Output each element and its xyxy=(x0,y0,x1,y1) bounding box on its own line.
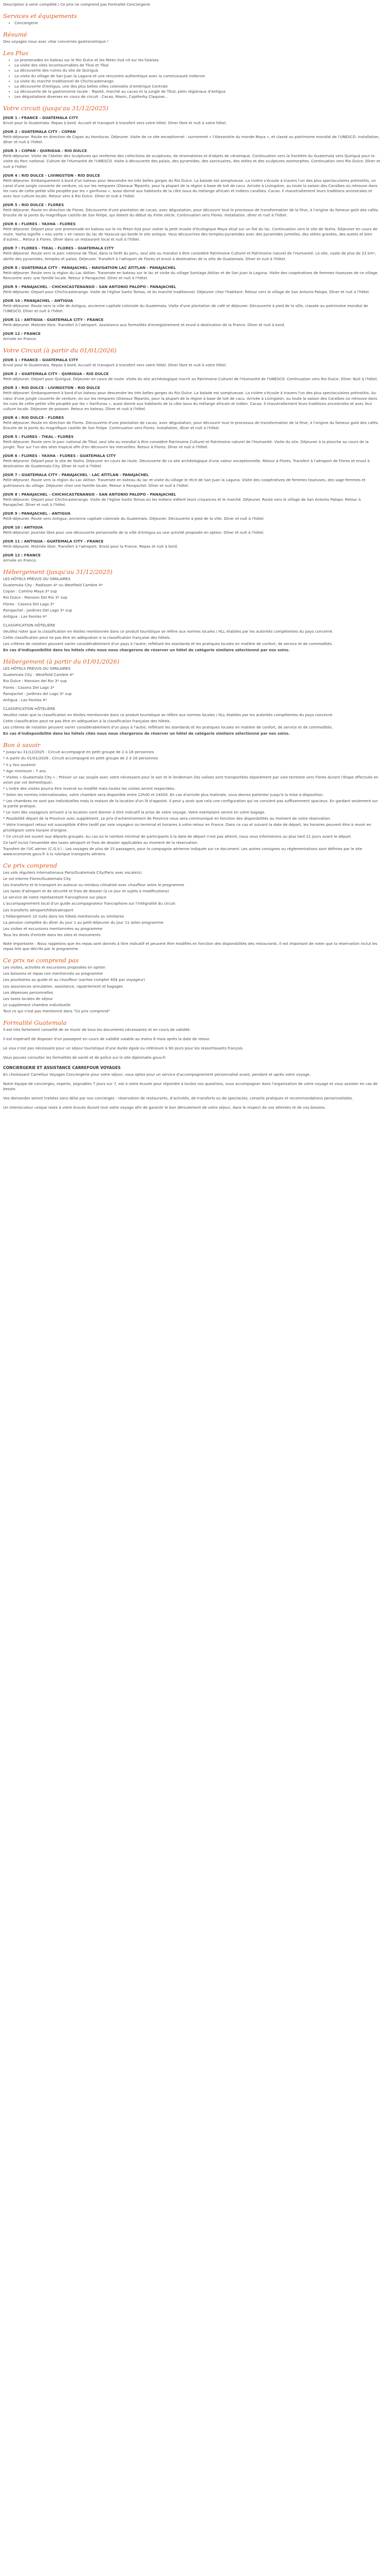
hebergement-2026-heading: Hébergement (à partir du 01/01/2026) xyxy=(3,658,120,666)
classification-text xyxy=(3,713,382,730)
day-description: Petit-déjeuner. Départ pour le site de Yaxha. Déjeuner en cours de route. Découverte de ce site archéologique d'une valeur exceptionnelle. Retour à Flores. Transfert à l'aéroport de Flores et envol à destination de Guatemala City. Dîner et nuit à l'hôtel. xyxy=(3,459,370,469)
text-line: Vos demandes seront traitées sans délai par nos concierges : réservation de restaurants, d'activités, de transferts ou de spectacles, conseils pratiques et recommandations personnalisées. xyxy=(3,1096,353,1101)
plus-section xyxy=(3,49,382,99)
text-line: * Ce circuit est ouvert aux départs groupés. Au cas où le nombre minimal de participants à la date de départ n'est pas atteint, nous vous informerons au plus tard 21 jours avant le départ. xyxy=(3,834,352,839)
day-description: Petit-déjeuner. Route vers le parc national de Tikal, dans la forêt du peru, seul site ou mondial à être considéré Patrimoine Culturel et Patrimoine naturel de l'Humanité. Le site, vaste de plus de 23 km², abrite des pyramides, temples et palais. Déjeuner. Transfert à l'aéroport de Flores et envol à destination de la ville de Guatemala. Dîner et nuit à l'hôtel. xyxy=(3,251,377,261)
text-line: Les visites et excursions mentionnées au programme xyxy=(3,926,103,931)
text-line: Panajachel : Jardines Del Lago 3* sup xyxy=(3,607,72,613)
text-line: Rio Dulce : Mansion Del Rio 3* sup xyxy=(3,595,68,600)
text-line: Les transferts aéroport/hôtel/aéroport xyxy=(3,907,74,912)
day-title: JOUR 1 : FRANCE - GUATEMALA CITY xyxy=(3,358,78,363)
day-description: Petit-déjeuner. Matinée libre. Transfert à l'aéroport. Envol pour la France. Repas et nuit à bord. xyxy=(3,544,178,549)
day-title: JOUR 5 : RIO DULCE - FLORES xyxy=(3,202,64,207)
day-title: JOUR 3 : COPAN - QUIRIGUA - RIO DULCE xyxy=(3,148,87,154)
day-description: Envol pour le Guatemala. Repas à bord. Accueil et transport à transfert vers votre hôtel. Dîner libre et nuit à votre hôtel. xyxy=(3,363,227,368)
prix-ne-comprend-heading: Ce prix ne comprend pas xyxy=(3,957,79,964)
day-title: JOUR 10 : PANAJACHEL - ANTIGUA xyxy=(3,298,73,303)
text-line: Les taxes d'aéroport et de sécurité et frais de dossier (à ce jour et sujets à modifications) xyxy=(3,889,169,894)
text-line: Le visa n'est pas nécessaire pour un séjour touristique d'une durée égale ou inférieure à 90 jours pour les ressortissants français. xyxy=(3,1046,244,1051)
bon-a-savoir-section xyxy=(3,741,382,857)
text-line: Il est impératif de disposer d'un passeport en cours de validité valable au moins 6 mois après la date de retour. xyxy=(3,1037,210,1042)
classification-title: CLASSIFICATION HÔTELIÈRE xyxy=(3,706,56,711)
plus-list xyxy=(3,58,382,99)
day-description: Petit-déjeuner. Départ pour Quiriguá. Déjeuner en cours de route. Visite du site archéologique inscrit au Patrimoine Culturel de l'Humanité de l'UNESCO. Continuation vers Rio Dulce. Dîner. Nuit à l'hôtel. xyxy=(3,377,378,382)
hotels-list xyxy=(3,672,382,702)
text-line: Copan : Camino Maya 3* sup xyxy=(3,589,57,594)
day-title: JOUR 4 : RIO DULCE - FLORES xyxy=(3,415,64,420)
formalite-text xyxy=(3,1027,382,1060)
services-list xyxy=(3,21,382,26)
day-description: Arrivée en France. xyxy=(3,336,37,342)
day-description: Arrivée en France. xyxy=(3,558,37,563)
list-item: • Conciergerie xyxy=(14,21,382,26)
text-line: L'accompagnement local d'un guide accompagnateur francophone sur l'intégralité du circuit xyxy=(3,901,175,906)
day-title: JOUR 2 : GUATEMALA CITY - COPAN xyxy=(3,129,76,134)
day-description: Petit-déjeuner. Départ pour Chichicastenango. Visite de l'église Santo Tomas, et du marché traditionnel. Déjeuner chez l'habitant. Retour vers le village de San Antonio Palopo. Dîner et nuit à l'hôtel. xyxy=(3,289,370,294)
hebergement-2025-heading: Hébergement (jusqu'au 31/12/2025) xyxy=(3,568,113,576)
text-line: Les boissons et repas non mentionnés au programme xyxy=(3,971,103,976)
text-line: Tous les droits d'entrée dans les sites et monuments xyxy=(3,932,101,937)
prix-ne-comprend-list xyxy=(3,965,382,1014)
text-line: * Les chambres ne sont pas individuelles mais la maison de la location d'un lit d'appoint. Il peut y avoir que cela une configuration qui ne convient pas suffisamment spacieux. En gardant seulement sur la partie pratique. xyxy=(3,799,378,809)
formalite-heading: Formalité Guatemala xyxy=(3,1019,67,1026)
day-title: JOUR 6 : FLORES - YAXHA - FLORES xyxy=(3,222,76,227)
list-item: • La visite des sites incontournables de Tikal et Tikal xyxy=(14,63,382,68)
classification-text xyxy=(3,629,382,647)
bon-a-savoir-text xyxy=(3,750,382,857)
day-title: JOUR 3 : RIO DULCE - LIVINGSTON - RIO DULCE xyxy=(3,385,100,391)
classification-title: CLASSIFICATION HÔTELIÈRE xyxy=(3,622,56,628)
text-line: Le service de notre représentant francophone sur place xyxy=(3,895,107,900)
day-description: Petit-déjeuner. Route vers la région du Lac Atitlan. Traversée en bateau sur le lac et visite du village Santiago Atitlan et de San Juan la Laguna. Visite des coopératives de femmes tisseuses de ce village. Rencontre avec une famille locale. Retour à Panajachel. Dîner et nuit à l'hôtel. xyxy=(3,270,379,280)
text-line: La pension complète du dîner du jour 1 au petit-déjeuner du jour 11 selon programme xyxy=(3,920,164,925)
text-line: Vous pouvez consulter les formalités de santé et de police sur le site diplomatie.gouv.fr. xyxy=(3,1055,167,1060)
day-description: Petit-déjeuner. Matinée libre. Transfert à l'aéroport. Assistance aux formalités d'enregistrement et envol à destination de la France. Dîner et nuit à bord. xyxy=(3,323,285,328)
day-title: JOUR 2 : GUATEMALA CITY - QUIRIGUA - RIO DULCE xyxy=(3,371,109,377)
day-title: JOUR 5 : FLORES - TIKAL - FLORES xyxy=(3,434,74,439)
list-item: • Le promenades en bateau sur le Rio Dulce et les Peten Itzá vit sur les falaises xyxy=(14,58,382,63)
text-line: * Selon les normes internationales, votre chambre sera disponible entre 12h00 et 14h00. En cas d'arrivée plus matinale, vous devrez patienter jusqu'à la mise à disposition. xyxy=(3,792,324,797)
bon-a-savoir-heading: Bon à savoir xyxy=(3,741,41,749)
day-title: JOUR 7 : GUATEMALA CITY - PANAJACHEL - LAC ATITLAN - PANAJACHEL xyxy=(3,472,149,478)
day-description: Petit-déjeuner. Route vers le parc national de Tikal, seul site au mondial à être considéré Patrimoine Culturel et Patrimoine naturel de l'Humanité. Visite du site. Déjeuner à la planche au cours de la jungle. Tour sur l'un des sites tropical afin d'en découvrir les merveilles. Retour à Flores. Dîner et nuit à l'hôtel. xyxy=(3,439,369,450)
day-title: JOUR 6 : FLORES - YAXHA - FLORES - GUATEMALA CITY xyxy=(3,453,116,459)
text-line: Les critères de notation peuvent varier considérablement d'un pays à l'autre, reflétant les standards et les pratiques locales en matière de confort, de service et de commodités. xyxy=(3,725,333,730)
program-2026-heading: Votre Circuit (à partir du 01/01/2026) xyxy=(3,347,117,354)
text-line: Les vols réguliers internationaux Paris/Guatemala City/Paris avec escale(s) xyxy=(3,870,142,875)
day-title: JOUR 9 : PANAJACHEL - ANTIGUA xyxy=(3,511,71,516)
prix-comprend-section xyxy=(3,862,382,952)
day-description: Petit-déjeuner. Route vers la région du Lac Atitlan. Traversée en bateau du lac et visite du village le récit de San Juan la Laguna. Visite des coopératives de femmes tisseuses, des sage-femmes et guérisseurs du village. Déjeuner chez une famille locale. Retour à Panajachel. Dîner et nuit à l'hôtel. xyxy=(3,478,366,488)
day-description: Petit-déjeuner. Embarquement à bord d'un bateau pour descendre les très belles gorges du Rio Dulce. La balade est somptueuse. La rivière s'écoule à travers l'un des plus spectaculaires préinstitis, un canal d'une jungle couverte de verdure, où sur les rempares (Oiseaux Tépantis, pour la plupart de la région à base de toit de cacu. Arrivée à Livingston, au toute la saison des Caraïbes où retrouve dans les rues de cette petite ville peuplée par les « garifunas », aussi donné aux habitants de la côte issus du mélange africain et indiens caraïbes. Cacao. Il mauvtraitement leurs traditions ancestrales et avec leur culture locale. Retour vers à Rio Dulce. Dîner et nuit à l'hôtel. xyxy=(3,178,378,198)
program-2026-section xyxy=(3,347,382,563)
hebergement-2026-section xyxy=(3,658,382,736)
text-line: * Age minimum : 7 ans xyxy=(3,768,46,773)
day-title: JOUR 7 : FLORES - TIKAL - FLORES - GUATEMALA CITY xyxy=(3,246,114,251)
text-line: En choisissant Carrefour Voyages Conciergerie pour votre séjour, vous optez pour un service d'accompagnement personnalisé avant, pendant et après votre voyage. xyxy=(3,1072,311,1077)
services-section xyxy=(3,12,382,26)
day-description: Petit-déjeuner. Route en direction de Copan au Honduras. Déjeuner. Visite de ce site exceptionnel : surnommé « l'Alexandrie du monde Maya », et classé au patrimoine mondial de l'UNESCO. Installation, dîner et nuit à l'hôtel. xyxy=(3,134,380,145)
text-line: * A partir du 01/01/2026 : Circuit accompagné en petit groupe de 2 à 16 personnes xyxy=(3,756,158,761)
services-heading: Services et équipements xyxy=(3,12,77,20)
day-title: JOUR 4 : RIO DULCE - LIVINGSTON - RIO DULCE xyxy=(3,173,100,178)
text-line: Il est très fortement conseillé de se munir de tous les documents nécessaires et en cours de validité. xyxy=(3,1027,191,1032)
text-line: * Visites « Guatemala City » : Prévoir un sac souple avec votre nécessaire pour le soir et le lendemain (les valises sont transportées séparément par voie terrestre vers Flores durant l'étape effectuée en avion par vol domestique). xyxy=(3,774,379,785)
day-description: Petit-déjeuner. Route vers Antigua, ancienne capitale coloniale du Guatemala. Déjeuner. Découverte à pied de la ville. Dîner et nuit à l'hôtel. xyxy=(3,516,265,521)
text-line: Panajachel : Jardines del Lago 3* sup xyxy=(3,691,72,696)
list-item: • La visite du marché traditionnel de Chichicastenango xyxy=(14,79,382,84)
hotels-intro: LES HÔTELS PRÉVUS OU SIMILAIRES xyxy=(3,577,71,582)
text-line: Guatemala City : Westfield Cambre 4* xyxy=(3,672,74,677)
prix-comprend-note: Note importante : Nous rappelons que les repas sont donnés à titre indicatif et peuvent être modifiés en fonction des disponibilités des restaurants. Il est important de noter que la réservation inclut les repas tels que décrits par le programme. xyxy=(3,941,378,952)
text-line: * Jusqu'au 31/12/2025 : Circuit accompagné en petit groupe de 2 à 18 personnes xyxy=(3,750,154,755)
day-title: JOUR 9 : PANAJACHEL - CHICHICASTENANGO - SAN ANTONIO PALOPO - PANAJACHEL xyxy=(3,284,176,289)
list-item: • La découverte des ruines du site de Quiriguá xyxy=(14,68,382,73)
text-line: Veuillez noter que la classification en étoiles mentionnée dans ce produit touristique se réfère aux normes locales / HLL établies par les autorités compétentes du pays concerné. xyxy=(3,629,334,634)
program-2025-section xyxy=(3,105,382,342)
text-line: Les transferts et le transport en autocar ou minibus climatisé avec chauffeur selon le programme xyxy=(3,883,185,888)
prix-ne-comprend-section xyxy=(3,957,382,1014)
day-title: JOUR 11 : ANTIGUA - GUATEMALA CITY - FRANCE xyxy=(3,538,104,544)
text-line: Le vol interne Flores/Guatemala City xyxy=(3,876,71,882)
text-line: L'hébergement 10 nuits dans les hôtels mentionnés ou similaires xyxy=(3,913,124,919)
text-line: Tout ce qui n'est pas mentionné dans "Ce prix comprend" xyxy=(3,1008,110,1013)
text-line: Antigua : Las Farolas 4* xyxy=(3,614,47,619)
day-description: Petit-déjeuner. Départ pour une promenade en bateau sur le rio Peten Itzá pour visiter la petit musée d'écologique Maya situé sur un îlot du lac. Continuation vers le site de Yaxha. Déjeuner en cours de route. Yaxha signifie « eau verte » en raison du lac de Yaxacuá qui borde le site antique. Vous découvrirez des temples-pyramides avec des pyramides jumelles, des stèles gravées, des autels et bien d'autres... Retour à Flores. Dîner dans un restaurant local et nuit à l'hôtel. xyxy=(3,227,378,242)
text-line: Notre équipe de concierges, experts, joignables 7 jours sur 7, est à votre écoute pour répondre à toutes vos questions, vous accompagner dans l'organisation de votre voyage et vous assister en cas de besoin. xyxy=(3,1081,378,1092)
day-title: JOUR 8 : PANAJACHEL - CHICHICASTENANGO - SAN ANTONIO PALOPO - PANAJACHEL xyxy=(3,492,176,497)
day-description: Petit-déjeuner. Visite de l'Atelier des Sculptures qui renferme des collections de sculptures, de stromatoires et d'objets de céramique. Continuation vers la frontière du Guatemala vers Quiriguá pour la visite du Parc national. Culture de l'Humanité de l'UNESCO. Visite à découverte des palais, des pyramides, des sanctuaires, des stèles et des sculptures zoomorphes. Continuation vers Rio Dulce. Dîner et nuit à l'hôtel. xyxy=(3,154,380,169)
formalite-section xyxy=(3,1019,382,1060)
text-line: Ce tarif inclut l'ensemble des taxes aéroport et frais de dossier applicables au moment de la réservation. xyxy=(3,840,199,845)
conciergerie-text xyxy=(3,1072,382,1110)
day-description: Envol pour le Guatemala. Repas à bord. Accueil et transport à transfert vers votre hôtel. Diner libre et nuit à votre hôtel. xyxy=(3,121,227,126)
day-description: Petit-déjeuner. Route en direction de Flores. Découverte d'une plantation de cacao, avec dégustation, pour découvrir tout le processus de transformation de la fève, à l'origine du fameux goût des cafés. Ensuite de la ponts du magnifique castillo de San Felipe. Continuation vers Flores. Installation, dîner et nuit à l'hôtel. xyxy=(3,420,379,430)
text-line: Flores : Casona Del Lago 3* xyxy=(3,601,55,606)
text-line: * L'ordre des visites pourra être inversé ou modifié mais toutes les visites seront respectées. xyxy=(3,786,176,791)
day-description: Petit-déjeuner. Route vers la ville de Antigua, ancienne capitale coloniale du Guatemala. Visite d'une plantation de café et déjeuner. Découverte à pied de la ville, classée au patrimoine mondial de l'UNESCO. Dîner et nuit à l'hôtel. xyxy=(3,303,368,313)
resume-section xyxy=(3,31,382,44)
text-line: Cette classification peut ne pas être en adéquation à la classification française des hôtels. xyxy=(3,719,171,724)
text-line: * Possibilité départ de la Province avec supplément. Le prix d'acheminement de Province vous sera communiqué en fonction des disponibilités au moment de votre réservation. xyxy=(3,816,331,821)
day-title: JOUR 12 : FRANCE xyxy=(3,553,41,558)
program-2025-heading: Votre circuit (jusqu'au 31/12/2025) xyxy=(3,105,109,112)
product-page xyxy=(0,0,385,1125)
text-line: Cette classification peut ne pas être en adéquation à la classification française des hôtels. xyxy=(3,635,171,640)
text-line: Le supplément chambre individuelle xyxy=(3,1002,71,1007)
classification-warning: En cas d'indisponibilité dans les hôtels cités nous nous chargerons de réserver un hôtel de catégorie similaire sélectionné par nos soins. xyxy=(3,731,290,736)
day-title: JOUR 12 : FRANCE xyxy=(3,331,41,336)
prix-comprend-list xyxy=(3,870,382,938)
conciergerie-heading: CONCIERGERIE ET ASSISTANCE CARREFOUR VOYAGES xyxy=(3,1065,121,1071)
text-line: * Il y lieu soutenir xyxy=(3,762,36,767)
hotels-intro: LES HÔTELS PRÉVUS OU SIMILAIRES xyxy=(3,666,71,671)
list-item: • La découverte d'Antigua, une des plus belles villes coloniales d'Amérique Centrale xyxy=(14,84,382,89)
day-title: JOUR 1 : FRANCE - GUATEMALA CITY xyxy=(3,115,78,121)
classification-warning: En cas d'indisponibilité dans les hôtels cités nous nous chargerons de réserver un hôtel de catégorie similaire sélectionné par nos soins. xyxy=(3,648,290,653)
list-item: • Les dégustations diverses en cours de circuit : Cacao, Maxin, Cajolterky Claquise... xyxy=(14,94,382,99)
day-title: JOUR 8 : GUATEMALA CITY - PANAJACHEL - NAVIGATION LAC ATITLAN - PANAJACHEL xyxy=(3,265,176,270)
text-line: Veuillez noter que la classification en étoiles mentionnée dans ce produit touristique se réfère aux normes locales / HLL établies par les autorités compétentes du pays concerné. xyxy=(3,712,334,717)
day-description: Petit-déjeuner. Route en direction de Flores. Découverte d'une plantation de cacao, avec dégustation, pour découvrir tout le processus de transformation de la fève, à l'origine du fameux goût des cafés. Ensuite de la ponts du magnifique castillo de San Felipe, qui datent du début du XVIIe siècle. Continuation vers Flores. Installation, dîner et nuit à l'hôtel. xyxy=(3,207,379,218)
day-description: Petit-déjeuner. Embarquement à bord d'un bateau pour descendre les très belles gorges du Rio Dulce. La balade est somptueuse. La rivière s'écoule à travers l'un des plus spectaculaires préinstitis. Au cœur d'une jungle couverte de verdure, où sur les rempares (Oiseaux Tépantis, pour la plupart de la région à base de toit de cacu. Arrivée à Livingston, au toute la saison des Caraïbes où retrouve dans les rues de cette petite ville peuplée par les « Garifunas », aussi donné aux habitants de la côte issus du mélange africain et indien. Cacao. Il mauvtraitement leurs traditions ancestrales et avec leur culture locale. Déjeuner de poisson. Retour en bateau. Dîner et nuit à l'hôtel. xyxy=(3,391,378,411)
intro-note: Description à venir complété / Ce prix ne comprend pas Formalité Conciergerie xyxy=(3,2,151,7)
text-line: Un interlocuteur unique reste à votre écoute durant tout votre voyage afin de garantir le bon déroulement de votre séjour, dans le respect de vos attentes et de vos besoins. xyxy=(3,1105,326,1110)
text-line: * Le nom des voyageurs arrivant à la location vont donner à titre indicatif la prise de votre voyage. Votre exemplaire seront en votre bagage. xyxy=(3,810,266,815)
day-description: Petit-déjeuner. Départ pour Chichicastenango. Visite de l'église Santo Tomas où les Indiens mêlent leurs croyances et le marché. Déjeuner. Route vers le village de San Antonio Palopo. Retour à Panajachel. Dîner et nuit à l'hôtel. xyxy=(3,497,361,507)
text-line: Les assurances annulation, assistance, rapatriement et bagages xyxy=(3,984,123,989)
text-line: Flores : Casona Del Lago 3* xyxy=(3,685,55,690)
resume-text: Des voyages nous avec vitar concernés gastronomique ! xyxy=(3,39,109,44)
text-line: Rio Dulce : Mansion del Rio 3* sup xyxy=(3,679,67,684)
program-2025-days xyxy=(3,115,382,342)
text-line: Guatemala City : Radisson 4* ou Westfield Cambre 4* xyxy=(3,583,103,588)
text-line: * Votre transport retour est susceptible d'être tardif par voie voyageur ou terminal et horaires à votre retour en France. Dans ce cas et suivant la date de départ, les horaires peuvent être à revoir en privilégiant votre horaire d'origine. xyxy=(3,822,371,833)
hebergement-2025-section xyxy=(3,568,382,653)
text-line: Les critères de notation peuvent varier considérablement d'un pays à l'autre, reflétant les standards et les pratiques locales en matière de confort, de service et de commodités. xyxy=(3,641,333,647)
list-item: • La découverte de la gastronomie locale : Tepoté, marché au cacao et la jungle de Tikal, plein régionaux d'Antigua xyxy=(14,89,382,94)
day-title: JOUR 11 : ANTIGUA - GUATEMALA CITY - FRANCE xyxy=(3,317,104,323)
text-line: Les taxes locales de séjour xyxy=(3,996,53,1001)
program-2026-days xyxy=(3,358,382,563)
hotels-list xyxy=(3,583,382,619)
day-description: Petit-déjeuner. Journée libre pour une découverte personnelle de la ville d'Antigua ou une activité proposée en option. Dîner et nuit à l'hôtel. xyxy=(3,530,265,535)
list-item: • La visite du village de San Juan la Laguna et une rencontre authentique avec la communauté indienne xyxy=(14,74,382,79)
day-title: JOUR 10 : ANTIGUA xyxy=(3,524,43,530)
prix-comprend-heading: Ce prix comprend xyxy=(3,862,57,869)
text-line: Les pourboires au guide et au chauffeur (sachez compter 60$ par voyageur) xyxy=(3,977,145,982)
resume-heading: Résumé xyxy=(3,31,27,39)
text-line: Les visites, activités et excursions proposées en option xyxy=(3,965,106,970)
plus-heading: Les Plus xyxy=(3,49,28,57)
conciergerie-section xyxy=(3,1065,382,1110)
text-line: Antigua : Las Farolas 4* xyxy=(3,697,47,702)
text-line: Les dépenses personnelles xyxy=(3,990,53,995)
text-line: Transfert de l'UC aérien (C.G.V.) : Les voyages de plus de 15 passagers, pour la compagnie aérienne indiquée sur ce document. Les autres consignes ou réglementations sont définies par le site www.economie.gouv.fr à la rubrique transports aériens. xyxy=(3,846,362,856)
